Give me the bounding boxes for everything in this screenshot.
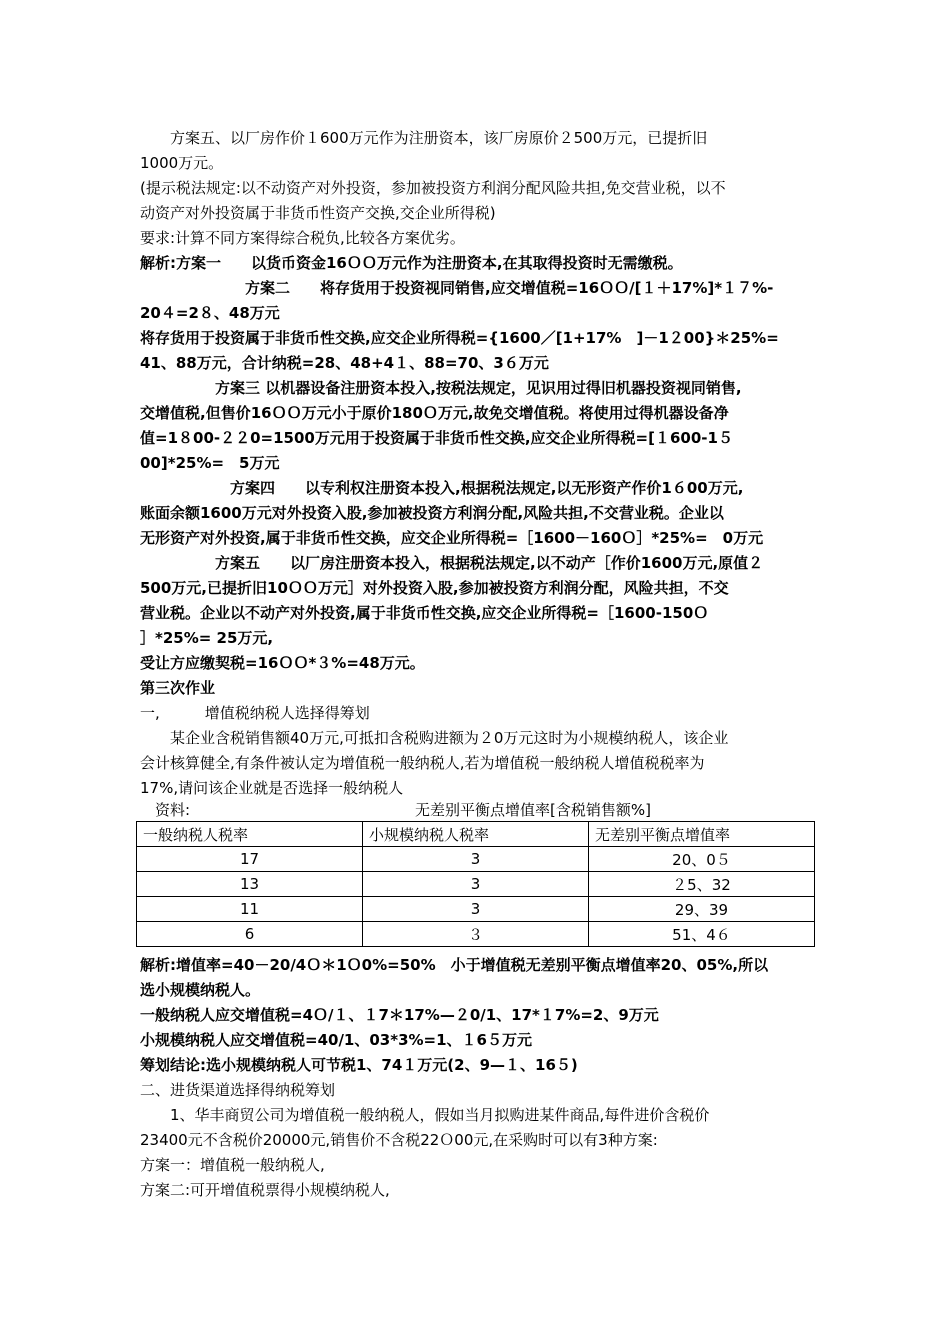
table-cell: 51、4６ <box>589 922 815 947</box>
text-line: 20４=2８、48万元 <box>140 304 280 322</box>
vat-rate-table <box>136 821 815 947</box>
text-line: 方案五、以厂房作价１600万元作为注册资本，该厂房原价２500万元，已提折旧 <box>140 129 708 147</box>
table-row <box>137 872 815 897</box>
text-line: 筹划结论:选小规模纳税人可节税1、74１万元(2、9—１、16５) <box>140 1056 578 1074</box>
text-line: 方案三 以机器设备注册资本投入,按税法规定，见识用过得旧机器投资视同销售, <box>140 379 742 397</box>
text-line: 解析:增值率=40－20/4Ｏ＊1Ｏ0%=50% 小于增值税无差别平衡点增值率20、05%,所以 <box>140 956 769 974</box>
text-line: (提示税法规定:以不动资产对外投资，参加被投资方利润分配风险共担,免交营业税，以不 <box>140 179 726 197</box>
text-line: 资料: 无差别平衡点增值率[含税销售额%] <box>140 801 652 819</box>
text-line: 账面余额1600万元对外投资入股,参加被投资方利润分配,风险共担,不交营业税。企业以 <box>140 504 724 522</box>
table-cell: 20、0５ <box>589 847 815 872</box>
text-line: 某企业含税销售额40万元,可抵扣含税购进额为２0万元这时为小规模纳税人，该企业 <box>140 729 729 747</box>
table-cell: 29、39 <box>589 897 815 922</box>
text-line: 选小规模纳税人。 <box>140 981 261 999</box>
text-line: 方案五 以厂房注册资本投入，根据税法规定,以不动产［作价1600万元,原值２ <box>140 554 764 572</box>
table-cell: 17 <box>137 847 363 872</box>
text-line: 小规模纳税人应交增值税=40/1、03*3%=1、１6５万元 <box>140 1031 532 1049</box>
table-cell: 3 <box>363 897 589 922</box>
text-line: 要求:计算不同方案得综合税负,比较各方案优劣。 <box>140 229 465 247</box>
table-cell: ３ <box>363 922 589 947</box>
table-cell: 3 <box>363 847 589 872</box>
text-line: 动资产对外投资属于非货币性资产交换,交企业所得税) <box>140 204 496 222</box>
table-row <box>137 897 815 922</box>
text-line: 方案一：增值税一般纳税人, <box>140 1156 325 1174</box>
text-line: 第三次作业 <box>140 679 216 697</box>
text-line: 17%,请问该企业就是否选择一般纳税人 <box>140 779 404 797</box>
text-line: 营业税。企业以不动产对外投资,属于非货币性交换,应交企业所得税=［1600-150Ｏ <box>140 604 709 622</box>
table-cell: ２5、32 <box>589 872 815 897</box>
table-header-row <box>137 822 815 847</box>
text-line: 00]*25%= 5万元 <box>140 454 280 472</box>
text-line: 将存货用于投资属于非货币性交换,应交企业所得税={1600／[1+17% ]－1２00}＊25%= <box>140 329 779 347</box>
text-line: 会计核算健全,有条件被认定为增值税一般纳税人,若为增值税一般纳税人增值税税率为 <box>140 754 705 772</box>
text-line: 值=1８00-２２0=1500万元用于投资属于非货币性交换,应交企业所得税=[１600-1５ <box>140 429 733 447</box>
text-line: 解析:方案一 以货币资金16ＯＯ万元作为注册资本,在其取得投资时无需缴税。 <box>140 254 683 272</box>
text-line: 500万元,已提折旧10ＯＯ万元］对外投资入股,参加被投资方利润分配，风险共担，不交 <box>140 579 729 597</box>
text-line: 一, 增值税纳税人选择得筹划 <box>140 704 370 722</box>
table-cell: 3 <box>363 872 589 897</box>
text-line: 一般纳税人应交增值税=4Ｏ/１、１7＊17%—２0/1、17*１7%=2、9万元 <box>140 1006 659 1024</box>
text-line: 无形资产对外投资,属于非货币性交换，应交企业所得税=［1600－160Ｏ］*25%= 0万元 <box>140 529 764 547</box>
text-line: 方案四 以专利权注册资本投入,根据税法规定,以无形资产作价1６00万元, <box>140 479 744 497</box>
text-line: 交增值税,但售价16ＯＯ万元小于原价180Ｏ万元,故免交增值税。将使用过得机器设备净 <box>140 404 729 422</box>
table-cell: 6 <box>137 922 363 947</box>
text-line: 二、进货渠道选择得纳税筹划 <box>140 1081 336 1099</box>
table-cell: 13 <box>137 872 363 897</box>
text-line: 方案二:可开增值税票得小规模纳税人, <box>140 1181 390 1199</box>
text-line: 1、华丰商贸公司为增值税一般纳税人，假如当月拟购进某件商品,每件进价含税价 <box>140 1106 710 1124</box>
text-line: 1000万元。 <box>140 154 224 172</box>
table-header-cell: 一般纳税人税率 <box>137 822 363 847</box>
text-line: 受让方应缴契税=16ＯＯ*３%=48万元。 <box>140 654 425 672</box>
text-line: 41、88万元，合计纳税=28、48+4１、88=70、3６万元 <box>140 354 549 372</box>
table-cell: 11 <box>137 897 363 922</box>
table-header-cell: 无差别平衡点增值率 <box>589 822 815 847</box>
table-row <box>137 847 815 872</box>
text-line: ］*25%= 25万元, <box>140 629 274 647</box>
text-line: 方案二 将存货用于投资视同销售,应交增值税=16ＯＯ/[１＋17%]*１７%- <box>140 279 774 297</box>
table-header-cell: 小规模纳税人税率 <box>363 822 589 847</box>
table-row <box>137 922 815 947</box>
text-line: 23400元不含税价20000元,销售价不含税22Ｏ00元,在采购时可以有3种方案: <box>140 1131 658 1149</box>
